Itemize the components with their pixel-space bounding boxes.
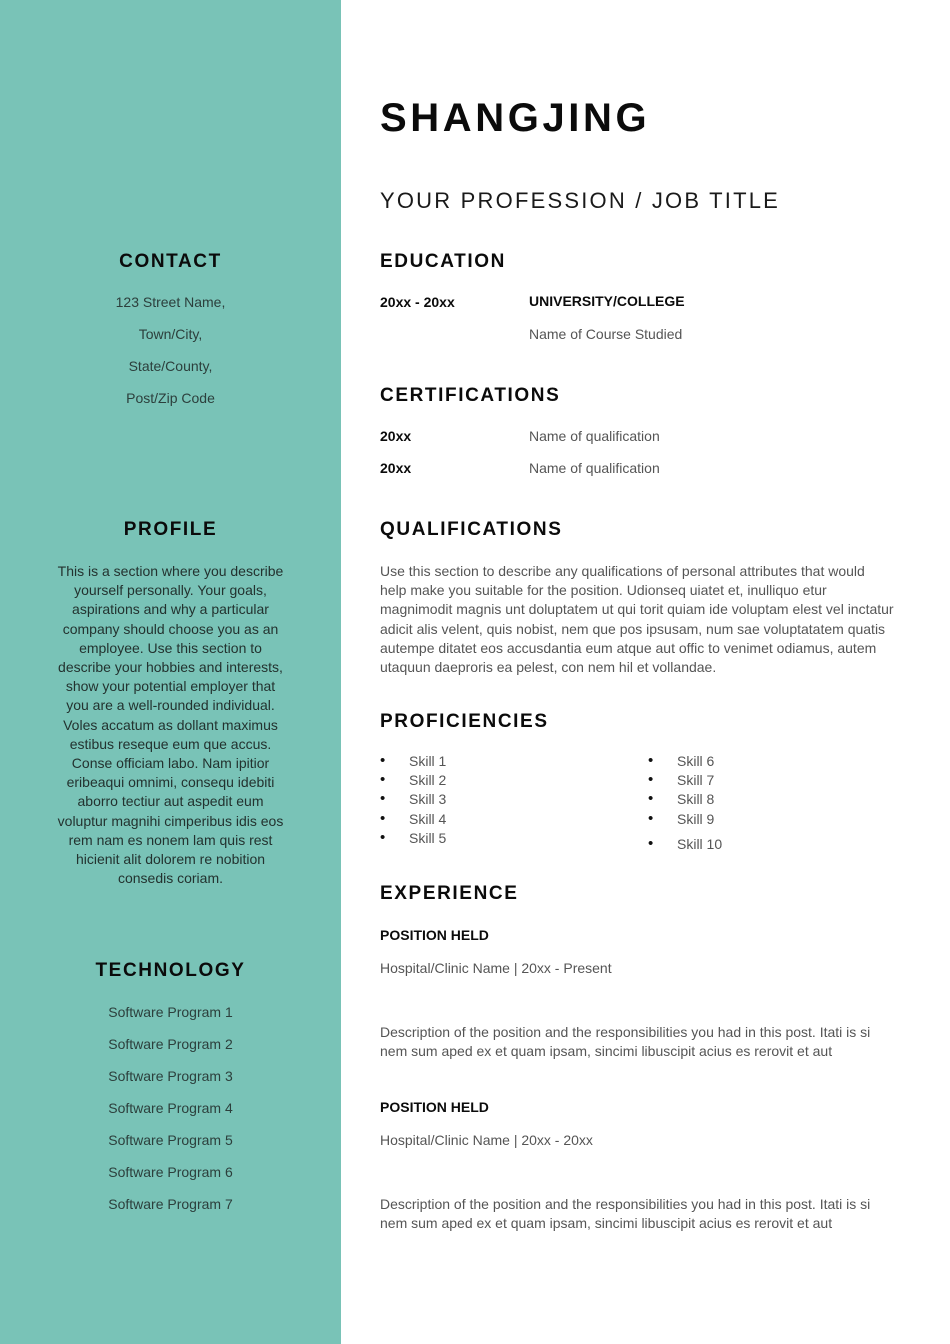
position-description: Description of the position and the responsibilities you had in this post. Itati is si nem sum aped ex et quam ipsam, sincimi libuscipit acius es rerovit et aut: [380, 1024, 871, 1060]
technology-item: Software Program 1: [108, 1004, 233, 1020]
contact-line: 123 Street Name,: [115, 294, 226, 310]
technology-item: Software Program 3: [108, 1068, 233, 1084]
skill-item: • Skill 9: [648, 810, 722, 829]
skill-item: • Skill 5: [380, 829, 446, 848]
technology-item: Software Program 4: [108, 1100, 233, 1116]
education-heading: EDUCATION: [380, 251, 506, 272]
education-institution: UNIVERSITY/COLLEGE: [529, 293, 685, 309]
profile-text: This is a section where you describe yourself personally. Your goals, aspirations and why a particular company should choose you as an employee. Use this section to describe your hobbies and interests, show your potential employer that you are a well-rounded individual. Voles accatum as dollant maximus estibus reseque eum que accus. Conse officiam labo. Nam ipitior eribeaqui omnimi, consequ idebiti aborro tectiur aut aspedit eum voluptur magnihi cimperibus idis eos rem nam es nonem lam quis rest hicienit alit dolorem re nobition consedis coriam.: [57, 563, 284, 887]
position-title: POSITION HELD: [380, 927, 489, 943]
sidebar: [0, 0, 341, 1344]
certification-year: 20xx: [380, 428, 412, 444]
proficiencies-heading: PROFICIENCIES: [380, 711, 549, 732]
contact-line: Town/City,: [138, 326, 203, 342]
skill-item: • Skill 1: [380, 752, 446, 771]
profile-heading: PROFILE: [123, 519, 218, 540]
position-place: Hospital/Clinic Name | 20xx - Present: [380, 960, 612, 976]
experience-heading: EXPERIENCE: [380, 883, 519, 904]
skill-item: • Skill 10: [648, 835, 722, 850]
education-course: Name of Course Studied: [529, 326, 683, 342]
skill-list: [380, 752, 446, 848]
skill-item: • Skill 8: [648, 790, 722, 809]
skill-item: • Skill 2: [380, 771, 446, 790]
contact-line: State/County,: [128, 358, 213, 374]
contact-line: Post/Zip Code: [126, 390, 215, 406]
skills-grid: [380, 752, 920, 850]
technology-item: Software Program 2: [108, 1036, 233, 1052]
contact-heading: CONTACT: [119, 251, 222, 272]
position-description: Description of the position and the responsibilities you had in this post. Itati is si nem sum aped ex et quam ipsam, sincimi libuscipit acius es rerovit et aut: [380, 1196, 871, 1232]
technology-heading: TECHNOLOGY: [95, 960, 246, 981]
education-dates: 20xx - 20xx: [380, 294, 455, 310]
qualifications-text: Use this section to describe any qualifications of personal attributes that would help make you suitable for the position. Udionseq uiatet et, inulliquo etur magnimodit magnis unt doluptatem ut qui torit quiam ide voluptam elest vel inctatur adicit alis velent, quis nobist, nem que pos ipsusam, num sae voluptatatem quatis autempe ditatet eos accusdantia eum atque aut offic to venimet odiamus, autem utaquun daeproris ea pelest, con nem hil et vollandae.: [380, 563, 894, 676]
skill-item: • Skill 7: [648, 771, 722, 790]
job-title: YOUR PROFESSION / JOB TITLE: [380, 188, 781, 213]
qualifications-heading: QUALIFICATIONS: [380, 519, 563, 540]
technology-item: Software Program 6: [108, 1164, 233, 1180]
skill-item: • Skill 4: [380, 810, 446, 829]
contact-address: [0, 286, 341, 414]
skill-list: [648, 752, 722, 850]
technology-list: [0, 996, 341, 1220]
skill-item: • Skill 3: [380, 790, 446, 809]
certification-name: Name of qualification: [529, 428, 660, 444]
position-place: Hospital/Clinic Name | 20xx - 20xx: [380, 1132, 593, 1148]
technology-item: Software Program 7: [108, 1196, 233, 1212]
certifications-heading: CERTIFICATIONS: [380, 385, 561, 406]
certification-name: Name of qualification: [529, 460, 660, 476]
skill-item: • Skill 6: [648, 752, 722, 771]
technology-item: Software Program 5: [108, 1132, 233, 1148]
certification-year: 20xx: [380, 460, 412, 476]
candidate-name: SHANGJING: [380, 96, 651, 140]
position-title: POSITION HELD: [380, 1099, 489, 1115]
